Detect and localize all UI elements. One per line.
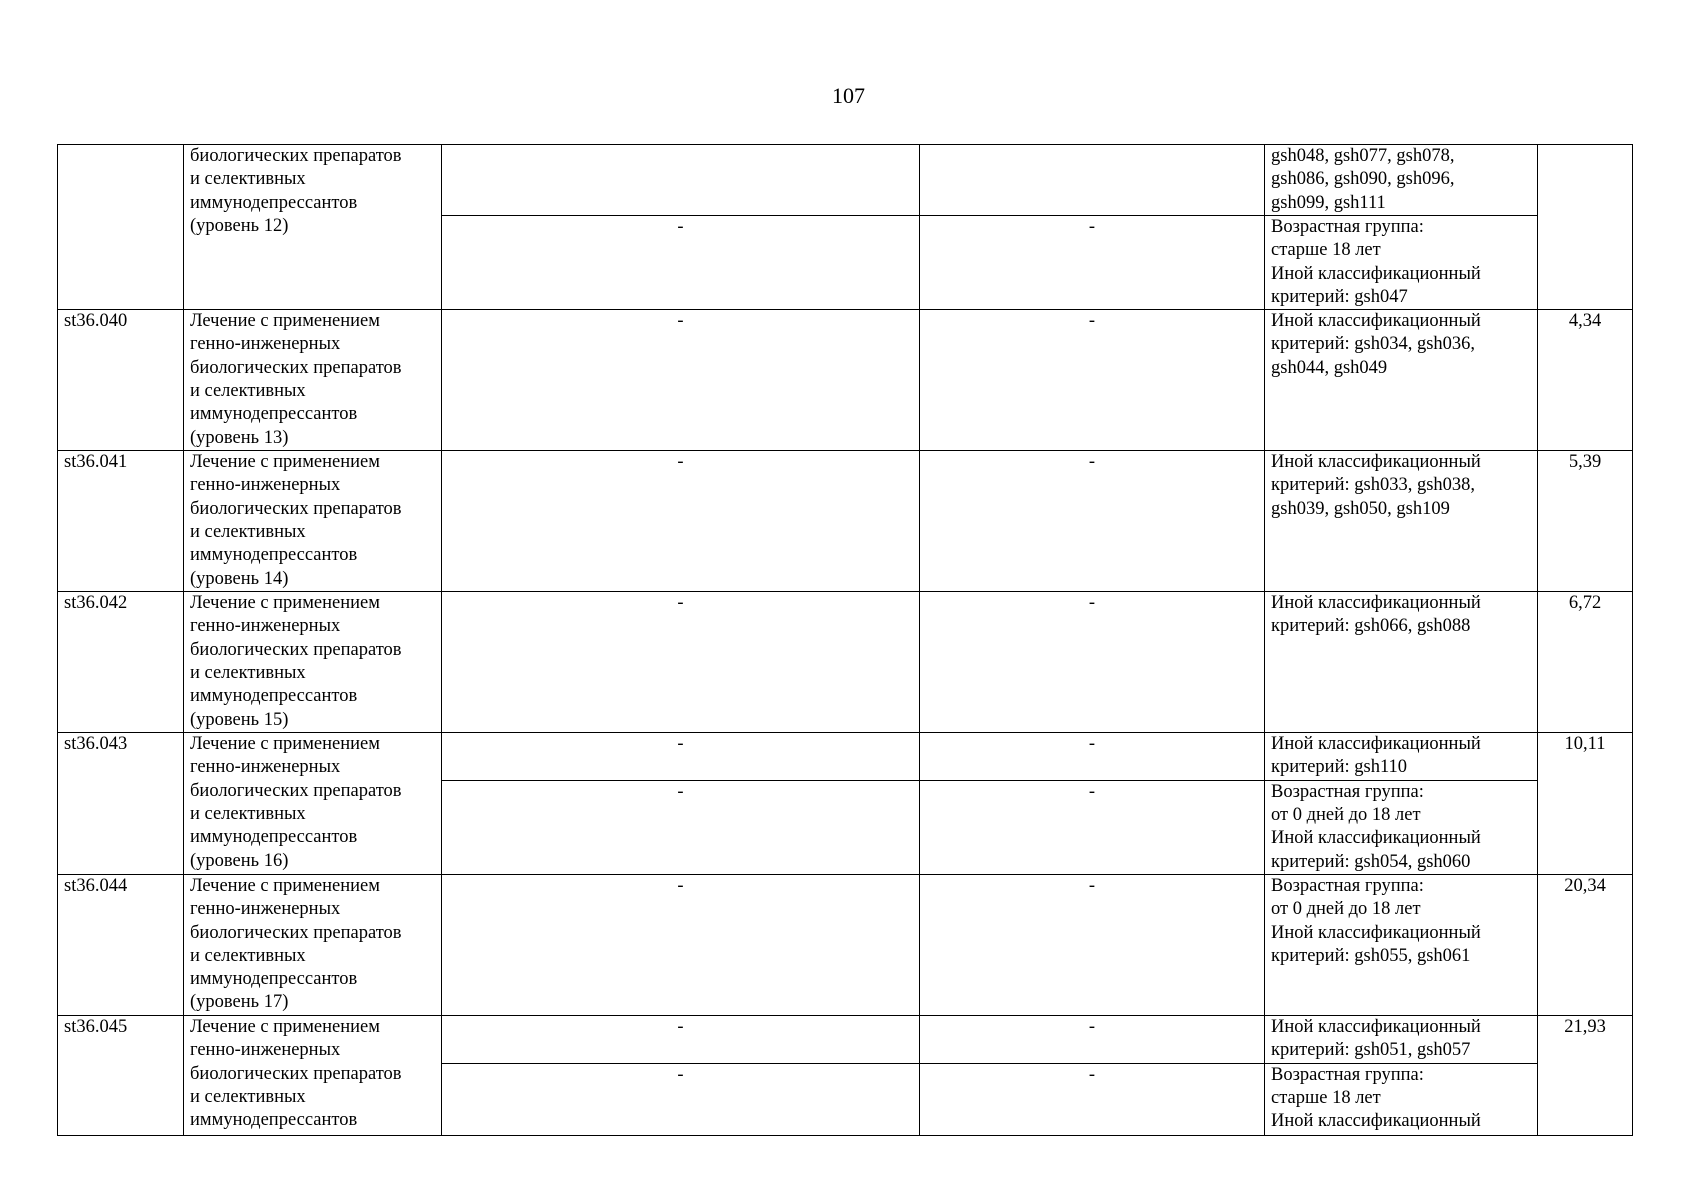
row-criteria: Возрастная группа: от 0 дней до 18 лет Иной классификационный критерий: gsh055, gsh061 bbox=[1265, 874, 1538, 1015]
row-criteria: Иной классификационный критерий: gsh066, gsh088 bbox=[1265, 592, 1538, 733]
row-col4: - bbox=[920, 1063, 1265, 1135]
table-row bbox=[58, 592, 1633, 733]
table-row bbox=[58, 733, 1633, 781]
page-number: 107 bbox=[832, 83, 865, 108]
row-code: st36.044 bbox=[58, 874, 184, 1015]
row-coefficient: 20,34 bbox=[1538, 874, 1633, 1015]
row-code bbox=[58, 145, 184, 310]
row-coefficient: 4,34 bbox=[1538, 310, 1633, 451]
row-name: Лечение с применением генно-инженерных биологических препаратов и селективных иммунодепрессантов bbox=[184, 1015, 442, 1135]
row-col3: - bbox=[442, 780, 920, 874]
row-name: Лечение с применением генно-инженерных биологических препаратов и селективных иммунодепрессантов (уровень 15) bbox=[184, 592, 442, 733]
row-col4: - bbox=[920, 780, 1265, 874]
row-col3: - bbox=[442, 1063, 920, 1135]
row-col4: - bbox=[920, 733, 1265, 781]
row-name: Лечение с применением генно-инженерных биологических препаратов и селективных иммунодепрессантов (уровень 14) bbox=[184, 451, 442, 592]
row-col4: - bbox=[920, 874, 1265, 1015]
tariff-table bbox=[57, 144, 1633, 1136]
row-criteria: Возрастная группа: старше 18 лет Иной классификационный критерий: gsh047 bbox=[1265, 216, 1538, 310]
row-criteria: Иной классификационный критерий: gsh033, gsh038, gsh039, gsh050, gsh109 bbox=[1265, 451, 1538, 592]
row-criteria: Иной классификационный критерий: gsh051, gsh057 bbox=[1265, 1015, 1538, 1063]
row-col3: - bbox=[442, 874, 920, 1015]
row-col3 bbox=[442, 145, 920, 216]
row-code: st36.042 bbox=[58, 592, 184, 733]
row-col3: - bbox=[442, 592, 920, 733]
row-name: биологических препаратов и селективных иммунодепрессантов (уровень 12) bbox=[184, 145, 442, 310]
row-code: st36.045 bbox=[58, 1015, 184, 1135]
row-coefficient bbox=[1538, 145, 1633, 310]
row-col4: - bbox=[920, 1015, 1265, 1063]
row-col3: - bbox=[442, 733, 920, 781]
row-criteria: Возрастная группа: старше 18 лет Иной классификационный bbox=[1265, 1063, 1538, 1135]
table-row bbox=[58, 310, 1633, 451]
row-coefficient: 10,11 bbox=[1538, 733, 1633, 875]
table-row bbox=[58, 1015, 1633, 1063]
row-criteria: Возрастная группа: от 0 дней до 18 лет Иной классификационный критерий: gsh054, gsh060 bbox=[1265, 780, 1538, 874]
row-col4: - bbox=[920, 216, 1265, 310]
row-col4: - bbox=[920, 451, 1265, 592]
row-code: st36.040 bbox=[58, 310, 184, 451]
table-row bbox=[58, 145, 1633, 216]
row-coefficient: 21,93 bbox=[1538, 1015, 1633, 1135]
row-col3: - bbox=[442, 310, 920, 451]
row-col4: - bbox=[920, 592, 1265, 733]
row-col3: - bbox=[442, 1015, 920, 1063]
table-row bbox=[58, 451, 1633, 592]
row-name: Лечение с применением генно-инженерных биологических препаратов и селективных иммунодепрессантов (уровень 16) bbox=[184, 733, 442, 875]
row-col3: - bbox=[442, 451, 920, 592]
table-row bbox=[58, 874, 1633, 1015]
row-name: Лечение с применением генно-инженерных биологических препаратов и селективных иммунодепрессантов (уровень 13) bbox=[184, 310, 442, 451]
row-criteria: Иной классификационный критерий: gsh110 bbox=[1265, 733, 1538, 781]
row-coefficient: 6,72 bbox=[1538, 592, 1633, 733]
row-code: st36.043 bbox=[58, 733, 184, 875]
row-code: st36.041 bbox=[58, 451, 184, 592]
row-coefficient: 5,39 bbox=[1538, 451, 1633, 592]
row-criteria: gsh048, gsh077, gsh078, gsh086, gsh090, gsh096, gsh099, gsh111 bbox=[1265, 145, 1538, 216]
row-name: Лечение с применением генно-инженерных биологических препаратов и селективных иммунодепрессантов (уровень 17) bbox=[184, 874, 442, 1015]
row-col3: - bbox=[442, 216, 920, 310]
row-col4 bbox=[920, 145, 1265, 216]
row-col4: - bbox=[920, 310, 1265, 451]
row-criteria: Иной классификационный критерий: gsh034, gsh036, gsh044, gsh049 bbox=[1265, 310, 1538, 451]
